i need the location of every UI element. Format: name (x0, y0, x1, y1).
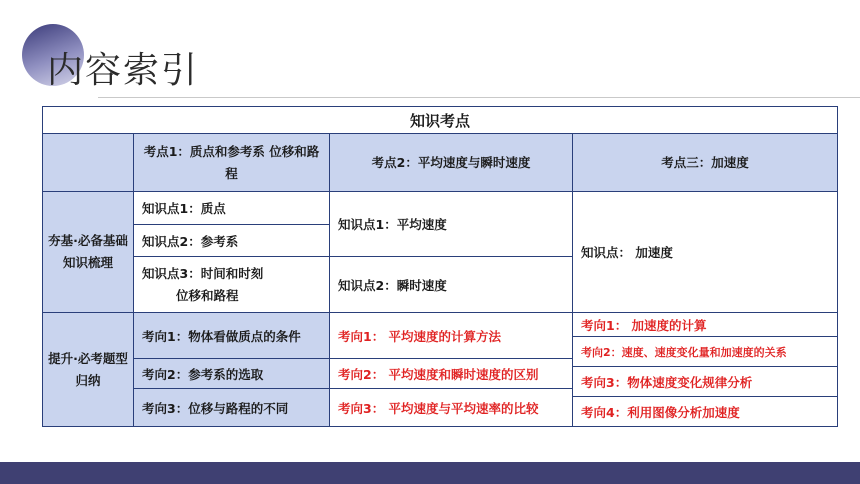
section-label-advanced: 提升·必考题型归纳 (43, 313, 134, 427)
footer-bar (0, 462, 860, 484)
column-header-3: 考点三：加速度 (573, 134, 838, 192)
title-divider (98, 97, 860, 98)
knowledge-point: 知识点1：质点 (134, 192, 330, 225)
knowledge-point: 知识点2：参考系 (134, 225, 330, 257)
table-header: 知识考点 (43, 107, 838, 134)
section-label-basics: 夯基·必备基础知识梳理 (43, 192, 134, 313)
knowledge-point-continuation: 位移和路程 (176, 287, 239, 303)
exam-direction: 考向4：利用图像分析加速度 (573, 397, 838, 427)
exam-direction: 考向3：位移与路程的不同 (134, 389, 330, 427)
exam-direction: 考向1： 加速度的计算 (573, 313, 838, 337)
exam-direction: 考向2：参考系的选取 (134, 359, 330, 389)
corner-cell (43, 134, 134, 192)
knowledge-point: 知识点2：瞬时速度 (330, 257, 573, 313)
knowledge-point: 知识点： 加速度 (573, 192, 838, 313)
page-title: 内容索引 (47, 50, 200, 91)
exam-direction: 考向2：速度、速度变化量和加速度的关系 (573, 337, 838, 367)
exam-direction: 考向2： 平均速度和瞬时速度的区别 (330, 359, 573, 389)
knowledge-point: 知识点1：平均速度 (330, 192, 573, 257)
knowledge-point: 知识点3：时间和时刻 (142, 265, 264, 281)
knowledge-table (42, 106, 838, 427)
column-header-2: 考点2：平均速度与瞬时速度 (330, 134, 573, 192)
exam-direction: 考向1：物体看做质点的条件 (134, 313, 330, 359)
column-header-1: 考点1：质点和参考系 位移和路程 (134, 134, 330, 192)
exam-direction: 考向1： 平均速度的计算方法 (330, 313, 573, 359)
knowledge-point-cell (134, 257, 330, 313)
exam-direction: 考向3：物体速度变化规律分析 (573, 367, 838, 397)
exam-direction: 考向3： 平均速度与平均速率的比较 (330, 389, 573, 427)
